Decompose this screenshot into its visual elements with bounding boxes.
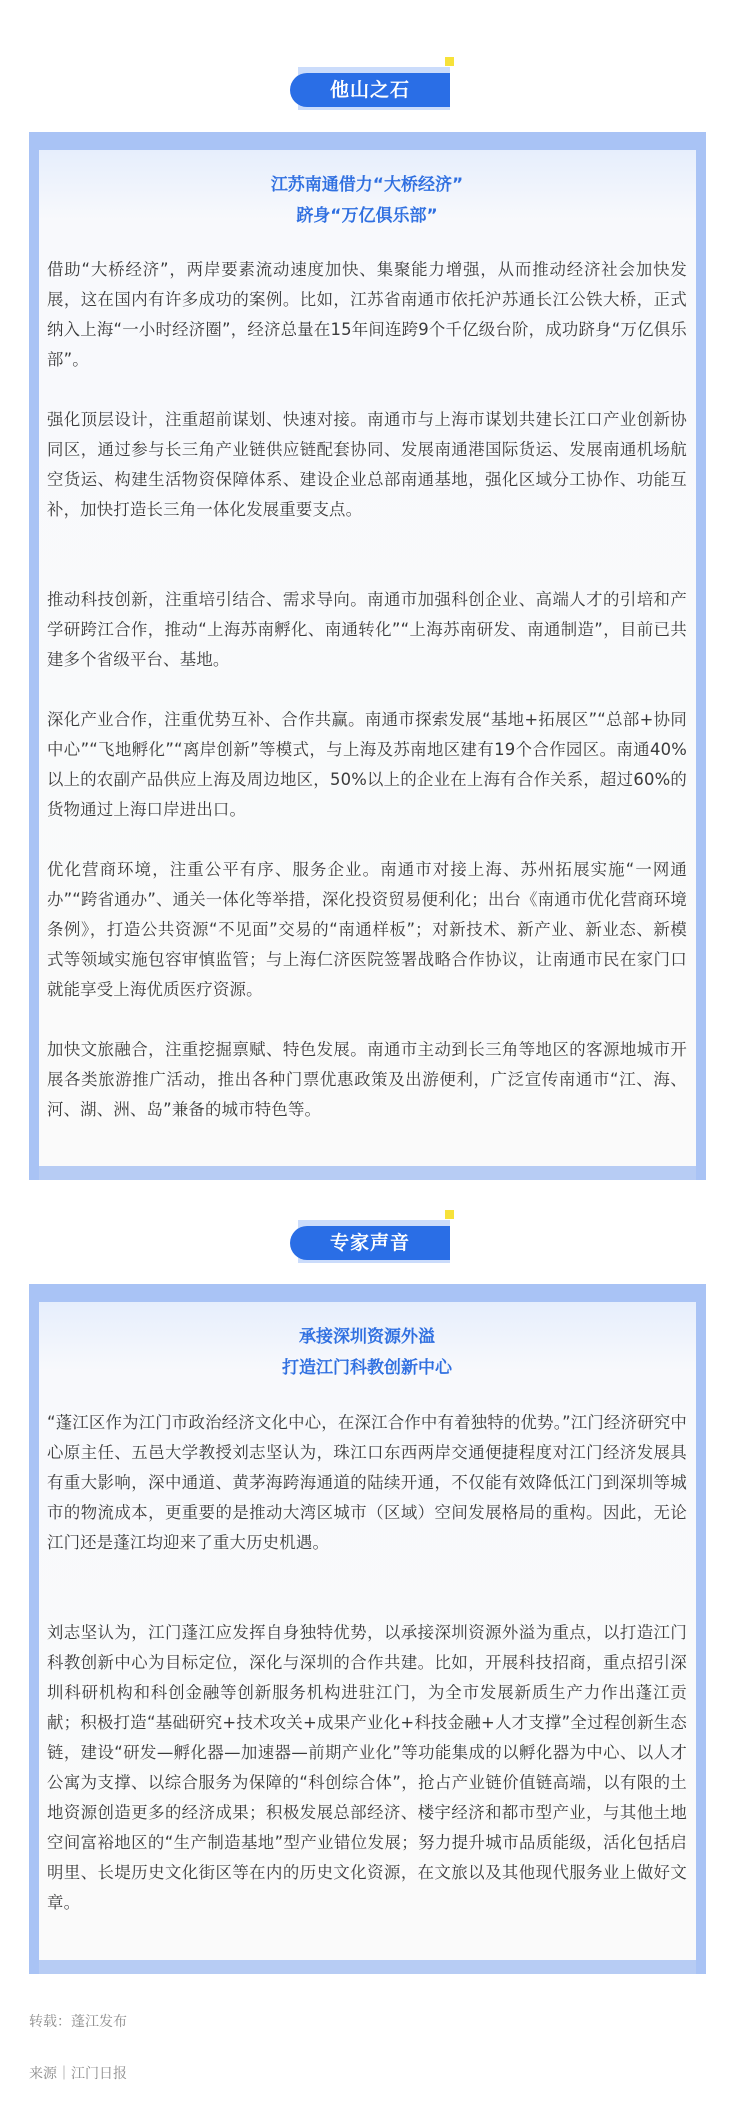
tab-accent-dot: [445, 57, 454, 66]
paragraph: 优化营商环境，注重公平有序、服务企业。南通市对接上海、苏州拓展实施“一网通办”“跨省通办”、通关一体化等举措，深化投资贸易便利化；出台《南通市优化营商环境条例》，打造公共资源“不见面”交易的“南通样板”；对新技术、新产业、新业态、新模式等领域实施包容审慎监管；与上海仁济医院签署战略合作协议，让南通市民在家门口就能享受上海优质医疗资源。: [47, 860, 687, 999]
paragraph: 强化顶层设计，注重超前谋划、快速对接。南通市与上海市谋划共建长江口产业创新协同区，通过参与长三角产业链供应链配套协同、发展南通港国际货运、发展南通机场航空货运、构建生活物资保障体系、建设企业总部南通基地，强化区域分工协作、功能互补，加快打造长三角一体化发展重要支点。: [47, 410, 687, 519]
section-tab-1: [290, 64, 450, 110]
tab-accent-dot: [445, 1210, 454, 1219]
card-bottom-bar: [39, 1960, 696, 1974]
card-title-line1: 承接深圳资源外溢: [299, 1327, 435, 1347]
card-title-line2: 打造江门科教创新中心: [282, 1358, 452, 1378]
card-title-line1: 江苏南通借力“大桥经济”: [270, 175, 464, 195]
paragraph: 刘志坚认为，江门蓬江应发挥自身独特优势，以承接深圳资源外溢为重点，以打造江门科教创新中心为目标定位，深化与深圳的合作共建。比如，开展科技招商，重点招引深圳科研机构和科创金融等创新服务机构进驻江门，为全市发展新质生产力作出蓬江贡献；积极打造“基础研究+技术攻关+成果产业化+科技金融+人才支撑”全过程创新生态链，建设“研发—孵化器—加速器—前期产业化”等功能集成的以孵化器为中心、以人才公寓为支撑、以综合服务为保障的“科创综合体”，抢占产业链价值链高端，以有限的土地资源创造更多的经济成果；积极发展总部经济、楼宇经济和都市型产业，与其他土地空间富裕地区的“生产制造基地”型产业错位发展；努力提升城市品质能级，活化包括启明里、长堤历史文化街区等在内的历史文化资源，在文旅以及其他现代服务业上做好文章。: [47, 1623, 687, 1912]
repost-credit: 转载：蓬江发布: [29, 2014, 127, 2030]
paragraph: 加快文旅融合，注重挖掘禀赋、特色发展。南通市主动到长三角等地区的客源地城市开展各类旅游推广活动，推出各种门票优惠政策及出游便利，广泛宣传南通市“江、海、河、湖、洲、岛”兼备的城市特色等。: [47, 1040, 687, 1119]
section-tab-label: 他山之石: [290, 73, 450, 107]
card-title-line2: 跻身“万亿俱乐部”: [296, 206, 438, 226]
paragraph: 借助“大桥经济”，两岸要素流动速度加快、集聚能力增强，从而推动经济社会加快发展，这在国内有许多成功的案例。比如，江苏省南通市依托沪苏通长江公铁大桥，正式纳入上海“一小时经济圈”，经济总量在15年间连跨9个千亿级台阶，成功跻身“万亿俱乐部”。: [47, 260, 687, 369]
paragraph: “蓬江区作为江门市政治经济文化中心，在深江合作中有着独特的优势。”江门经济研究中心原主任、五邑大学教授刘志坚认为，珠江口东西两岸交通便捷程度对江门经济发展具有重大影响，深中通道、黄茅海跨海通道的陆续开通，不仅能有效降低江门到深圳等城市的物流成本，更重要的是推动大湾区城市（区域）空间发展格局的重构。因此，无论江门还是蓬江均迎来了重大历史机遇。: [47, 1413, 687, 1552]
paragraph: 深化产业合作，注重优势互补、合作共赢。南通市探索发展“基地+拓展区”“总部+协同中心”“飞地孵化”“离岸创新”等模式，与上海及苏南地区建有19个合作园区。南通40%以上的农副产品供应上海及周边地区，50%以上的企业在上海有合作关系，超过60%的货物通过上海口岸进出口。: [47, 710, 687, 819]
section-tab-label: 专家声音: [290, 1226, 450, 1260]
paragraph: 推动科技创新，注重培引结合、需求导向。南通市加强科创企业、高端人才的引培和产学研跨江合作，推动“上海苏南孵化、南通转化”“上海苏南研发、南通制造”，目前已共建多个省级平台、基地。: [47, 590, 687, 669]
section-tab-2: [290, 1217, 450, 1263]
source-credit: 来源｜江门日报: [29, 2066, 127, 2082]
card-bottom-bar: [39, 1166, 696, 1180]
